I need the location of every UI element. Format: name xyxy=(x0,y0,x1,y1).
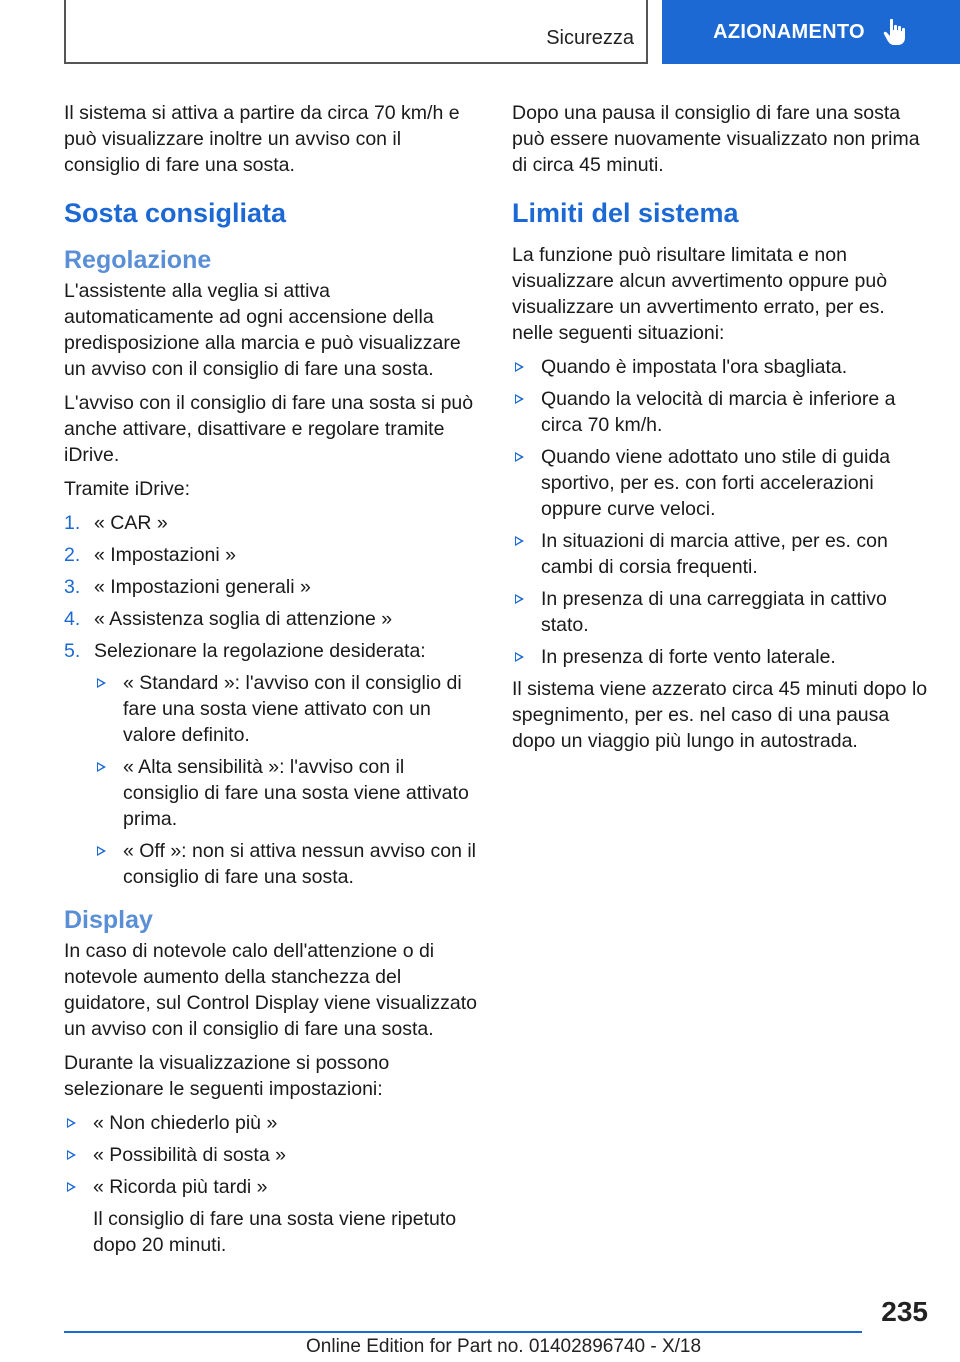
step-text: « Assistenza soglia di attenzione » xyxy=(94,608,393,630)
footer-divider xyxy=(64,1331,862,1333)
paragraph: In caso di notevole calo dell'attenzione o di notevole aumento della stanchezza del guidatore, sul Control Display viene visualizzato un avviso con il consiglio di fare una sosta. xyxy=(64,940,477,1040)
page-number: 235 xyxy=(881,1296,928,1327)
paragraph: Tramite iDrive: xyxy=(64,478,191,500)
situation-item xyxy=(512,386,928,438)
heading-display: Display xyxy=(64,906,153,934)
header-section-box xyxy=(64,0,648,64)
hand-pointer-icon xyxy=(881,17,909,47)
step-item xyxy=(64,542,480,568)
triangle-bullet-icon xyxy=(515,362,524,372)
situation-item xyxy=(512,586,928,638)
chapter-tab-label: AZIONAMENTO xyxy=(713,20,865,43)
paragraph: Il sistema viene azzerato circa 45 minuti dopo lo spegnimento, per es. nel caso di una pausa dopo un viaggio più lungo in autostrada. xyxy=(512,678,928,752)
intro-paragraph: Il sistema si attiva a partire da circa 70 km/h e può visualizzare inoltre un avviso con il consiglio di fare una sosta. xyxy=(64,102,460,176)
situation-item xyxy=(512,644,928,670)
setting-item xyxy=(64,1110,480,1136)
setting-text: « Possibilità di sosta » xyxy=(93,1144,286,1166)
edition-footer: Online Edition for Part no. 01402896740 - X/18 xyxy=(306,1336,702,1357)
step-number: 2. xyxy=(64,544,81,566)
step-text: Selezionare la regolazione desiderata: xyxy=(94,640,426,662)
paragraph: La funzione può risultare limitata e non visualizzare alcun avvertimento oppure può visualizzare un avvertimento errato, per es. nelle seguenti situazioni: xyxy=(512,244,888,344)
situation-text: Quando la velocità di marcia è inferiore a circa 70 km/h. xyxy=(541,388,896,436)
situation-item xyxy=(512,354,928,380)
right-column xyxy=(512,100,928,762)
option-text: « Alta sensibilità »: l'avviso con il consiglio di fare una sosta viene attivato prima. xyxy=(123,756,469,830)
triangle-bullet-icon xyxy=(515,394,524,404)
options-list xyxy=(94,670,480,890)
step-item xyxy=(64,606,480,632)
step-text: « CAR » xyxy=(94,512,168,534)
heading-sosta-consigliata: Sosta consigliata xyxy=(64,198,287,228)
situation-item xyxy=(512,444,928,522)
triangle-bullet-icon xyxy=(67,1182,76,1192)
section-title: Sicurezza xyxy=(546,27,634,49)
triangle-bullet-icon xyxy=(515,452,524,462)
intro-paragraph: Dopo una pausa il consiglio di fare una sosta può essere nuovamente visualizzato non prima di circa 45 minuti. xyxy=(512,102,920,176)
setting-text: « Ricorda più tardi » xyxy=(93,1176,268,1198)
setting-text: « Non chiederlo più » xyxy=(93,1112,278,1134)
chapter-tab[interactable] xyxy=(662,0,960,64)
situation-text: Quando viene adottato uno stile di guida sportivo, per es. con forti accelerazioni oppure curve veloci. xyxy=(541,446,891,520)
triangle-bullet-icon xyxy=(67,1150,76,1160)
step-number: 4. xyxy=(64,608,81,630)
setting-note: Il consiglio di fare una sosta viene ripetuto dopo 20 minuti. xyxy=(93,1208,457,1256)
option-text: « Off »: non si attiva nessun avviso con il consiglio di fare una sosta. xyxy=(123,840,476,888)
step-item xyxy=(64,638,480,890)
situation-text: In presenza di forte vento laterale. xyxy=(541,646,836,668)
setting-item xyxy=(64,1142,480,1168)
situation-text: Quando è impostata l'ora sbagliata. xyxy=(541,356,848,378)
step-number: 1. xyxy=(64,512,81,534)
triangle-bullet-icon xyxy=(97,678,106,688)
step-text: « Impostazioni generali » xyxy=(94,576,311,598)
triangle-bullet-icon xyxy=(515,652,524,662)
option-item xyxy=(94,838,480,890)
paragraph: L'assistente alla veglia si attiva automaticamente ad ogni accensione della predisposizione alla marcia e può visualizzare un avviso con il consiglio di fare una sosta. xyxy=(64,280,461,380)
step-item xyxy=(64,510,480,536)
step-number: 3. xyxy=(64,576,81,598)
option-text: « Standard »: l'avviso con il consiglio di fare una sosta viene attivato con un valore definito. xyxy=(123,672,462,746)
triangle-bullet-icon xyxy=(97,762,106,772)
situation-text: In situazioni di marcia attive, per es. con cambi di corsia frequenti. xyxy=(541,530,888,578)
step-item xyxy=(64,574,480,600)
option-item xyxy=(94,754,480,832)
option-item xyxy=(94,670,480,748)
triangle-bullet-icon xyxy=(67,1118,76,1128)
heading-regolazione: Regolazione xyxy=(64,246,212,274)
triangle-bullet-icon xyxy=(97,846,106,856)
left-column xyxy=(64,100,480,1264)
heading-limiti-del-sistema: Limiti del sistema xyxy=(512,198,739,228)
idrive-steps-list xyxy=(64,510,480,890)
paragraph: L'avviso con il consiglio di fare una sosta si può anche attivare, disattivare e regolare tramite iDrive. xyxy=(64,392,474,466)
situations-list xyxy=(512,354,928,670)
situation-item xyxy=(512,528,928,580)
step-text: « Impostazioni » xyxy=(94,544,236,566)
situation-text: In presenza di una carreggiata in cattivo stato. xyxy=(541,588,887,636)
triangle-bullet-icon xyxy=(515,536,524,546)
paragraph: Durante la visualizzazione si possono selezionare le seguenti impostazioni: xyxy=(64,1052,390,1100)
step-number: 5. xyxy=(64,640,81,662)
triangle-bullet-icon xyxy=(515,594,524,604)
setting-item xyxy=(64,1174,480,1258)
display-settings-list xyxy=(64,1110,480,1258)
